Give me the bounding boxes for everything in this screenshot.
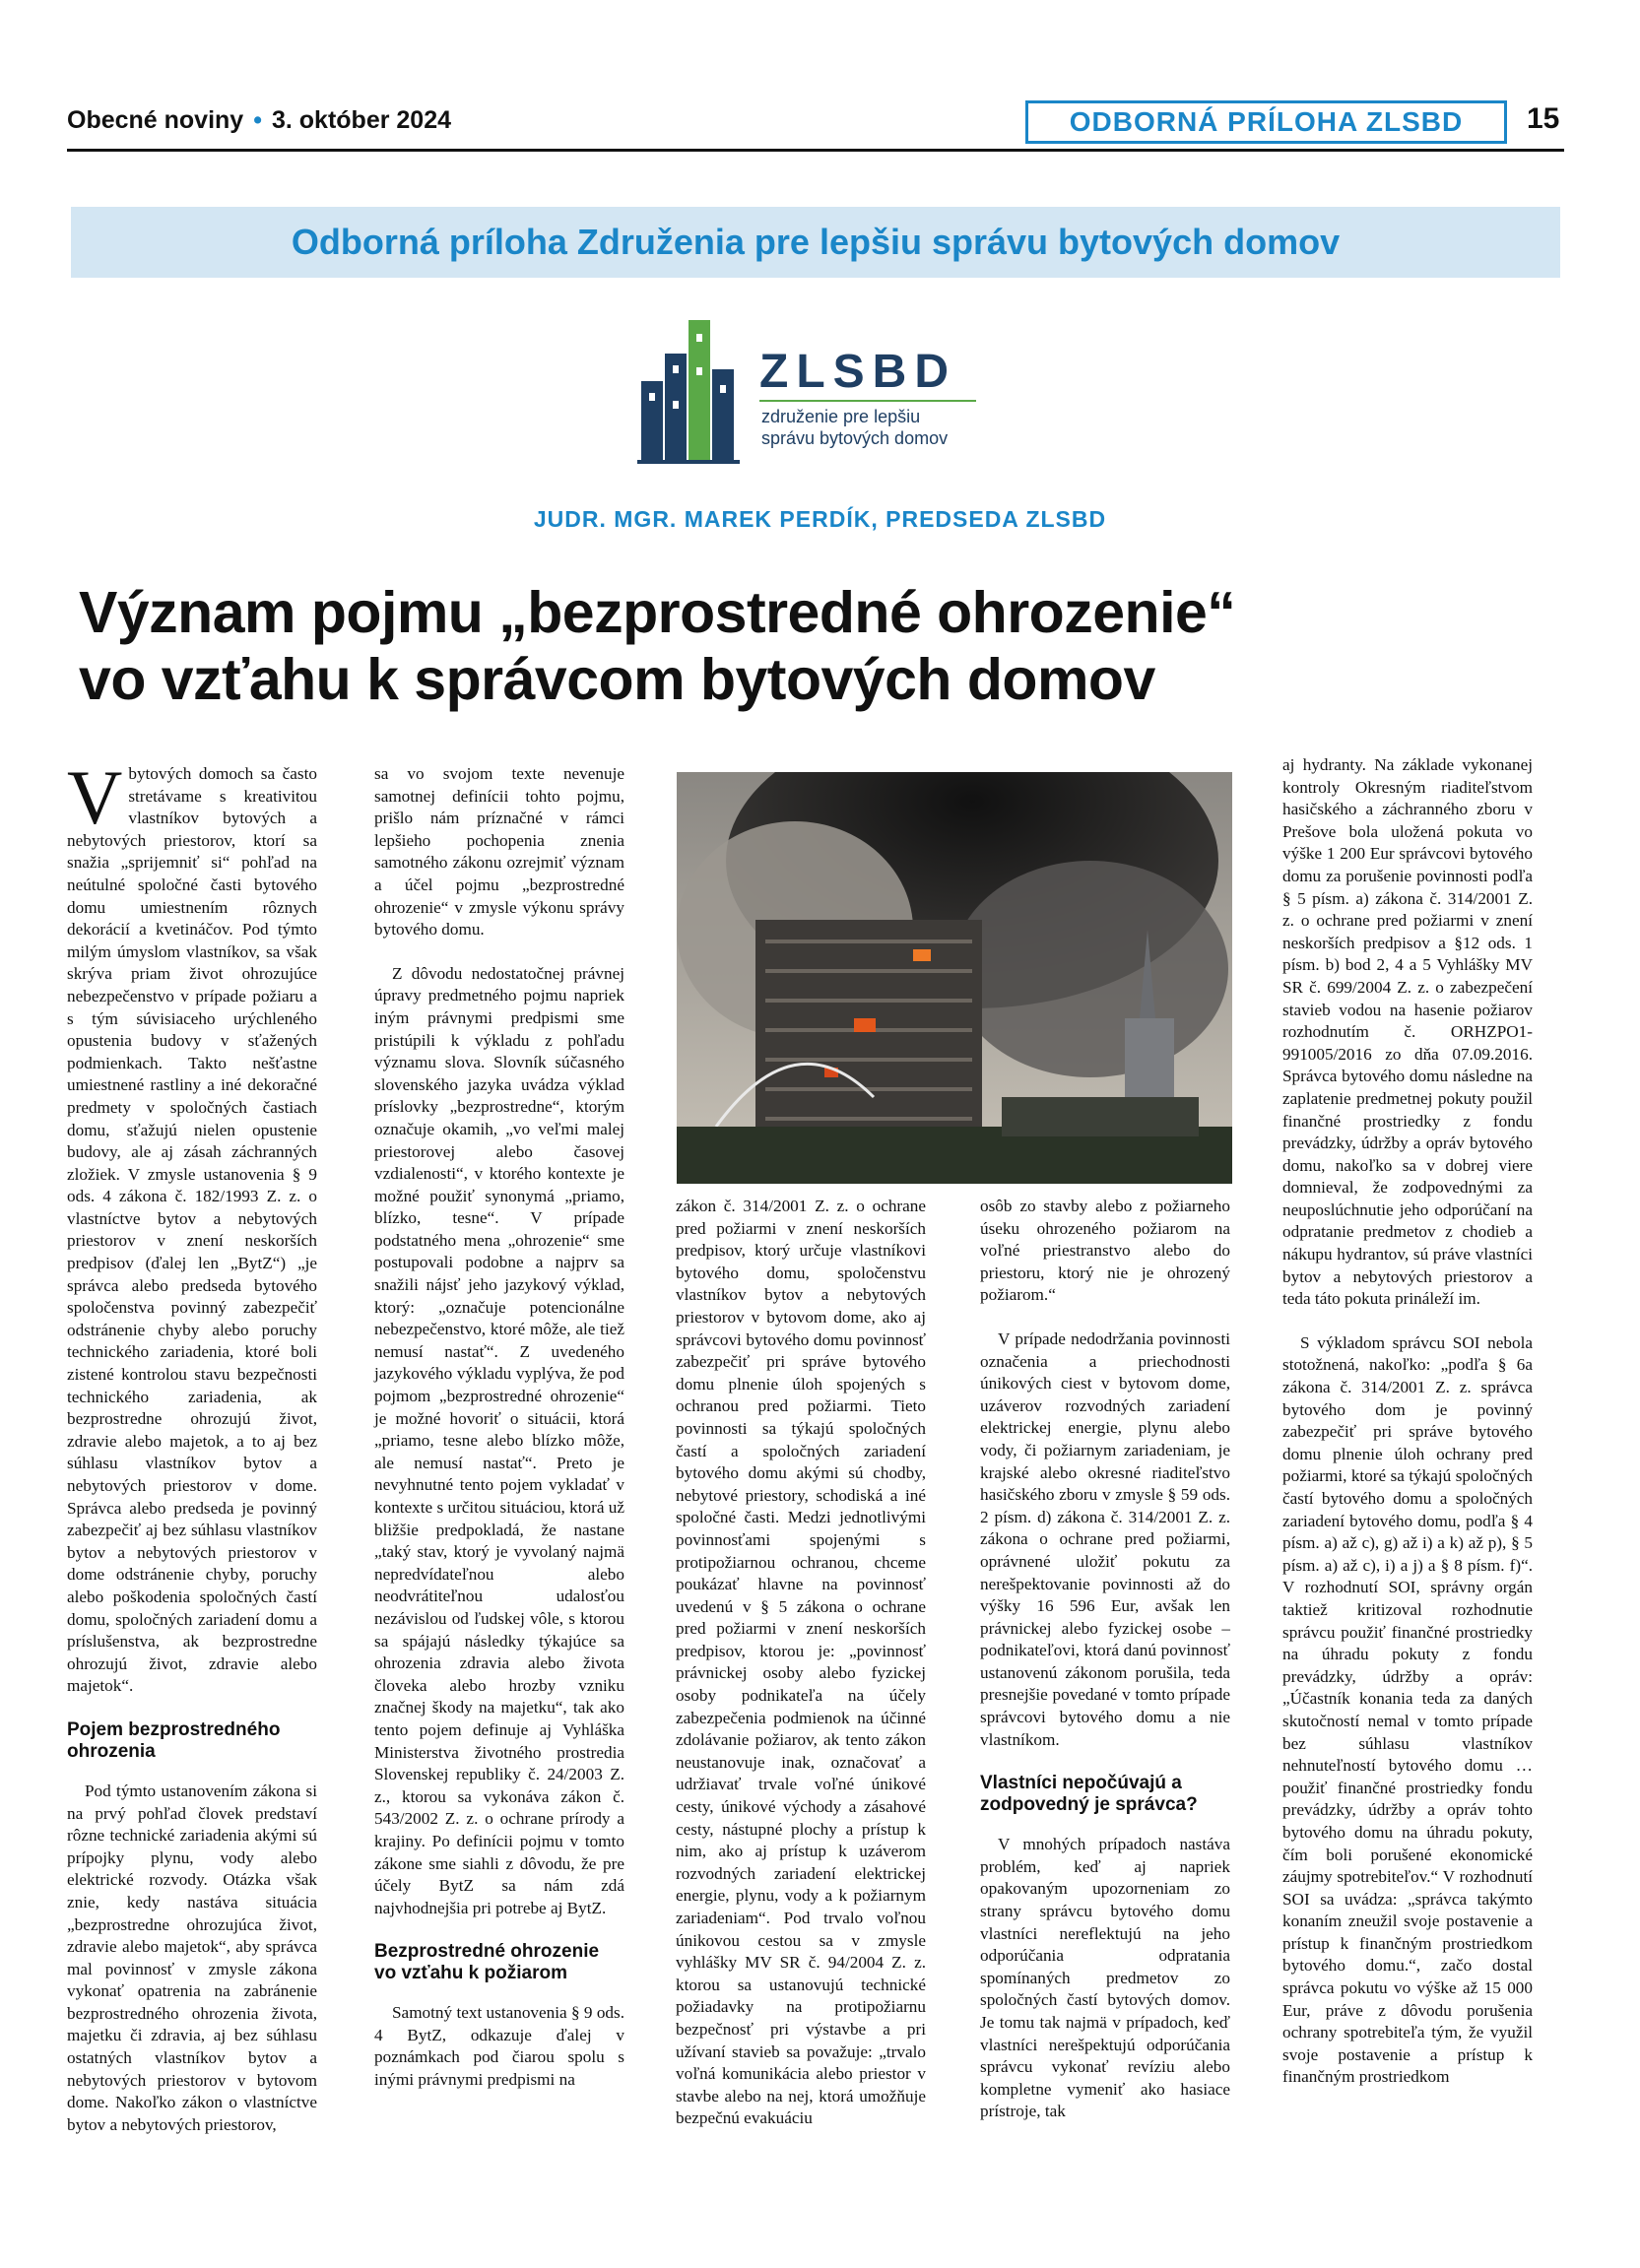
logo-line1: združenie pre lepšiu — [761, 407, 921, 426]
paragraph: osôb zo stavby alebo z požiarneho úseku ohrozeného požiarom na voľné priestranstvo alebo do priestoru, ktorý nie je ohrozený požiarom.“ — [980, 1197, 1230, 1305]
subheading: Bezprostredné ohrozenie vo vzťahu k požiarom — [374, 1941, 600, 1984]
issue-date: 3. október 2024 — [271, 106, 452, 134]
paragraph: zákon č. 314/2001 Z. z. o ochrane pred požiarmi v znení neskorších predpisov, ktorý určuje vlastníkovi bytového domu, spoločenstvu vlastníkov bytov a nebytových priestorov v bytovom dome, ako aj správcovi bytového domu povinnosť zabezpečiť pri správe bytového domu plnenie úloh spojených s ochranou pred požiarmi. Tieto povinnosti sa týkajú spoločných častí a spoločných zariadení bytového domu akými sú chodby, nebytové priestory, schodiská a iné spoločné časti. Medzi jednotlivými povinnosťami spojenými s protipožiarnou ochranou, chceme poukázať hlavne na povinnosť uvedenú v § 5 zákona o ochrane pred požiarmi v znení neskorších predpisov, ktorou je: „povinnosť právnickej osoby alebo fyzickej osoby podnikateľa na účely zabezpečenia podmienok na účinné zdolávanie požiarov, ak tento zákon neustanovuje inak, označovať a udržiavať trvale voľné únikové cesty, únikové východy a zásahové cesty, nástupné plochy a prístup k nim, ako aj prístup k uzáverom rozvodných zariadení elektrickej energie, plynu, vody a k požiarnym zariadeniam“. Pod trvalo voľnou únikovou cestou sa v zmysle vyhlášky MV SR č. 94/2004 Z. z. ktorou sa ustanovujú technické požiadavky na protipožiarnu bezpečnosť pri výstavbe a pri užívaní stavieb sa považuje: „trvalo voľná komunikácia alebo priestor v stavbe alebo na nej, ktorá umožňuje bezpečnú evakuáciu — [676, 1197, 926, 2128]
header-left — [67, 106, 451, 135]
paragraph: Samotný text ustanovenia § 9 ods. 4 BytZ, odkazuje ďalej v poznámkach pod čiarou spolu s inými právnymi predpismi na — [374, 2003, 624, 2090]
subheading: Pojem bezprostredného ohrozenia — [67, 1718, 281, 1762]
paragraph: sa vo svojom texte nevenuje samotnej definícii tohto pojmu, prišlo nám príznačné v rámci lepšieho pochopenia znenia samotného zákonu ozrejmiť význam a účel pojmu „bezprostredné ohrozenie“ v zmysle výkonu správy bytového domu. — [374, 764, 624, 940]
paragraph: Z dôvodu nedostatočnej právnej úpravy predmetného pojmu napriek iným právnymi predpismi sme pristúpili k výkladu z pohľadu významu slova. Slovník súčasného slovenského jazyka uvádza výklad príslovky „bezprostredne“, ktorým označuje okamih, „vo veľmi malej priestorovej alebo časovej vzdialenosti“, v ktorého kontexte je možné použiť synonymá „priamo, blízko, tesne“. V prípade podstatného mena „ohrozenie“ sme postupovali podobne a najprv sa snažili nájsť jeho jazykový výklad, ktorý: „označuje potencionálne nebezpečenstvo, ktoré môže, ale tiež nemusí nastať“. Z uvedeného jazykového výkladu vyplýva, že pod pojmom „bezprostredné ohrozenie“ je možné hovoriť o situácii, ktorá „priamo, tesne alebo blízko môže, ale nemusí nastať“. Preto je nevyhnutné tento pojem vykladať v kontexte s určitou situáciou, ktorá už bližšie predpokladá, že nastane „taký stav, ktorý je vyvolaný najmä nepredvídateľnou alebo neodvrátiteľnou udalosťou nezávislou od ľudskej vôle, s ktorou sa spájajú následky týkajúce sa ohrozenia zdravia alebo života človeka alebo hrozby vzniku značnej škody na majetku“, tak ako tento pojem definuje aj Vyhláška Ministerstva životného prostredia Slovenskej republiky č. 24/2003 Z. z., ktorou sa vykonáva zákon č. 543/2002 Z. z. o ochrane prírody a krajiny. Po definícii pojmu v tomto zákone sme siahli z dôvodu, že pre účely BytZ sa nám zdá najvhodnejšia pri potrebe aj BytZ. — [374, 963, 624, 1917]
byline: JUDR. MGR. MAREK PERDÍK, PREDSEDA ZLSBD — [533, 506, 1107, 532]
header-rule — [67, 149, 1564, 152]
headline-line-2: vo vzťahu k správcom bytových domov — [79, 647, 1155, 712]
text-column-4 — [980, 1196, 1230, 2123]
section-tag: ODBORNÁ PRÍLOHA ZLSBD — [1025, 100, 1507, 144]
text-column-2 — [374, 763, 624, 2092]
headline-line-1: Význam pojmu „bezprostredné ohrozenie“ — [79, 580, 1236, 645]
logo-line2: správu bytových domov — [761, 428, 949, 448]
zlsbd-logo — [631, 310, 986, 476]
paragraph: aj hydranty. Na základe vykonanej kontroly Okresným riaditeľstvom hasičského a záchranného zboru v Prešove bola uložená pokuta vo výške 1 200 Eur správcovi bytového domu za porušenie povinnosti podľa § 5 písm. a) zákona č. 314/2001 Z. z. o ochrane pred požiarmi v znení neskorších predpisov a §12 ods. 1 písm. b) bod 2, 4 a 5 Vyhlášky MV SR č. 699/2004 Z. z. o zabezpečení stavieb vodou na hasenie požiarov rozhodnutím č. ORHZPO1-991005/2016 zo dňa 07.09.2016. Správca bytového domu následne na zaplatenie predmetnej pokuty použil finančné prostriedky z fondu prevádzky, údržby a opráv bytového domu, nakoľko sa v dobrej viere domnieval, že zodpovednými za neuposlúchnutie jeho odporúčaní na odpratanie predmetov z chodieb a nákupu hydrantov, sú práve vlastníci bytov a nebytových priestorov a teda táto pokuta prináleží im. — [1282, 755, 1533, 1309]
paper-name: Obecné noviny — [67, 106, 244, 134]
page-number: 15 — [1527, 102, 1560, 135]
fire-photo — [677, 772, 1232, 1184]
text-column-3 — [676, 1196, 926, 2130]
separator-dot: • — [253, 106, 262, 134]
logo-wordmark: ZLSBD — [759, 346, 956, 398]
paragraph-text: bytových domoch sa často stretávame s kreativitou vlastníkov bytových a nebytových priestorov, ktorí sa snažia „sprijemniť si“ pohľad na neútulné spoločné časti bytového domu umiestnením rôznych dekorácií a kvetináčov. Pod týmto milým úmyslom vlastníkov, sa však skrýva priam život ohrozujúce nebezpečenstvo v prípade požiaru a s tým súvisiaceho urýchleného opustenia budovy v sťažených podmienkach. Takto nešťastne umiestnené rastliny a iné dekoračné predmety v spoločných častiach domu, sťažujú nielen opustenie budovy, ale aj zásah záchranných zložiek. V zmysle ustanovenia § 9 ods. 4 zákona č. 182/1993 Z. z. o vlastníctve bytov a nebytových priestorov v znení neskorších predpisov (ďalej len „BytZ“) „je správca alebo predseda bytového spoločenstva povinný zabezpečiť odstránenie chyby alebo poruchy technického zariadenia, ktoré boli zistené kontrolou stavu bezpečnosti technického zariadenia, ak bezprostredne ohrozujú život, zdravie alebo majetok, a to aj bez súhlasu vlastníkov bytov a nebytových priestorov v dome. Správca alebo predseda je povinný zabezpečiť aj bez súhlasu vlastníkov bytov a nebytových priestorov v dome odstránenie chyby, poruchy alebo poškodenia spoločných častí domu, spoločných zariadení domu a príslušenstva, ak bezprostredne ohrozujú život, zdravie alebo majetok“. — [67, 764, 317, 1696]
text-column-5 — [1282, 754, 1533, 2089]
paragraph — [67, 754, 317, 1698]
paragraph: S výkladom správcu SOI nebola stotožnená, nakoľko: „podľa § 6a zákona č. 314/2001 Z. z. správca bytového dom je povinný zabezpečiť pri správe bytového domu plnenie úloh ochrany pred požiarmi, ktoré sa týkajú spoločných častí bytového domu a spoločných zariadení bytového domu, podľa § 4 písm. a) až c), g) až i) a k) až p), § 5 písm. a) až c), i) a j) a § 8 písm. f)“. V rozhodnutí SOI, správny orgán taktiež kritizoval rozhodnutie správcu použiť finančné prostriedky na úhradu pokuty z fondu prevádzky, údržby a opráv: „Účastník konania teda za daných skutočností nemal v tomto prípade bez súhlasu vlastníkov nehnuteľností bytového domu … použiť finančné prostriedky fondu prevádzky, údržby a opráv tohto bytového domu na úhradu pokuty, čím boli porušené ekonomické záujmy spotrebiteľov.“ V rozhodnutí SOI sa uvádza: „správca takýmto konaním zneužil svoje postavenie a prístup k finančným prostriedkom bytového domu.“, začo dostal správca pokutu vo výške až 15 000 Eur, práve z dôvodu porušenia ochrany spotrebiteľa tým, že využil svoje postavenie a prístup k finančným prostriedkom — [1282, 1332, 1533, 2087]
supplement-banner: Odborná príloha Združenia pre lepšiu správu bytových domov — [71, 207, 1560, 278]
article-headline — [79, 579, 1556, 713]
subheading: Vlastníci nepočúvajú a zodpovedný je správca? — [980, 1773, 1198, 1816]
paragraph: Pod týmto ustanovením zákona si na prvý pohľad človek predstaví rôzne technické zariadenia akými sú prípojky plynu, vody alebo elektrické rozvody. Otázka však znie, kedy nastáva situácia „bezprostredne ohrozujúca život, zdravie alebo majetok“, aby správca mal povinnosť v zmysle zákona vykonať opatrenia na zabránenie bezprostredného ohrozenia života, majetku či zdravia, aj bez súhlasu ostatných vlastníkov bytov a nebytových priestorov v bytovom dome. Nakoľko zákon o vlastníctve bytov a nebytových priestorov, — [67, 1781, 317, 2134]
drop-cap: V — [67, 754, 123, 840]
text-column-1 — [67, 754, 317, 2136]
paragraph: V prípade nedodržania povinnosti označenia a priechodnosti únikových ciest v bytovom dome, uzáverov rozvodných zariadení elektrickej energie, plynu alebo vody, či požiarnym zariadeniam, je krajské alebo okresné riaditeľstvo hasičského zboru v zmysle § 59 ods. 2 písm. d) zákona č. 314/2001 Z. z. zákona o ochrane pred požiarmi, oprávnené uložiť pokutu za nerešpektovanie povinnosti až do výšky 16 596 Eur, avšak len právnickej alebo fyzickej osobe – podnikateľovi, ktorá danú povinnosť ustanovenú zákonom porušila, teda presnejšie povedané v tomto prípade správcovi bytového domu a nie vlastníkom. — [980, 1328, 1230, 1749]
paragraph: V mnohých prípadoch nastáva problém, keď aj napriek opakovaným upozorneniam zo strany správcu bytového domu vlastníci nereflektujú na jeho odporúčania odpratania spomínaných predmetov zo spoločných častí bytových domov. Je tomu tak najmä v prípadoch, keď vlastníci nerešpektujú odporúčania správcu vykonať revíziu alebo kompletne vymeniť ako hasiace prístroje, tak — [980, 1835, 1230, 2121]
